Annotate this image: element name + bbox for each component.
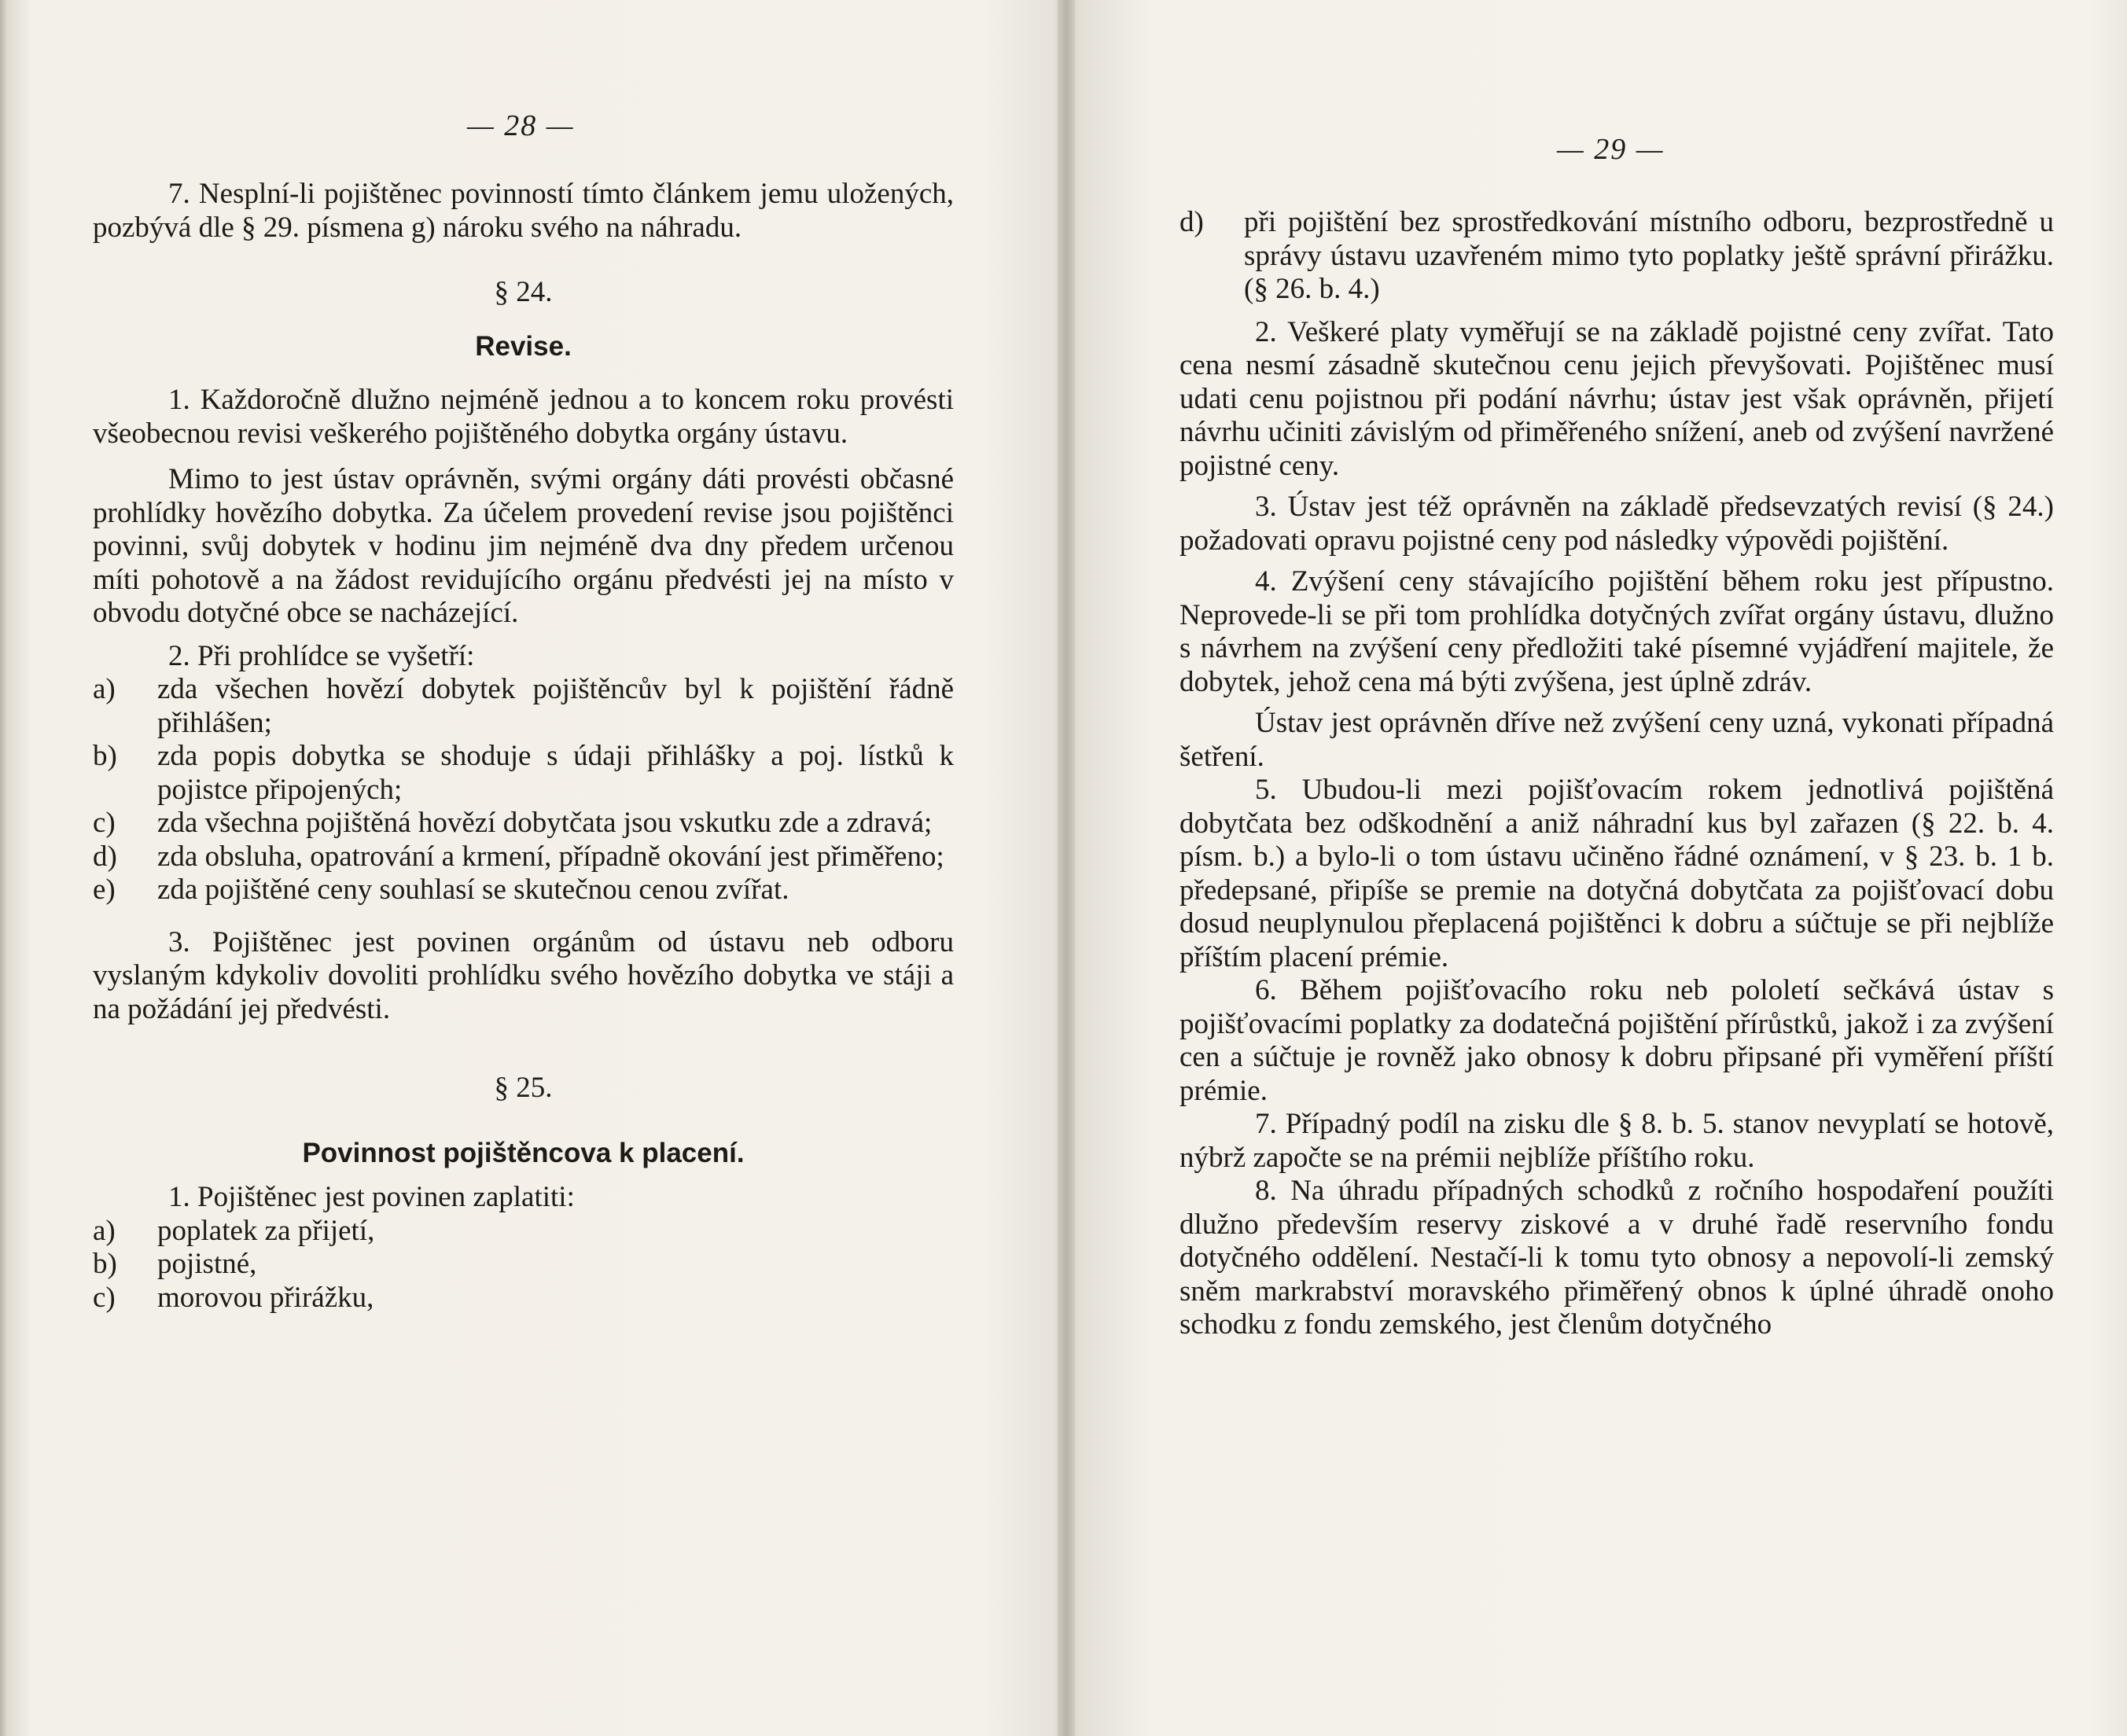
paragraph-5: 5. Ubudou-li mezi pojišťovacím rokem jednotlivá pojištěná dobytčata bez odškodnění a aniž náhradní kus byl zařazen (§ 22. b. 4. písm. b.) a bylo-li o tom ústavu učiněno řádné oznámení, v § 23. b. 1 b. předepsané, připíše se premie na dotyčná dobytčata za pojišťovací dobu dosud neuplynulou přeplacená pojištěnci k dobru a súčtuje se při nejblíže příštím placení prémie.	[1179, 774, 2054, 973]
list-item-b	[93, 1248, 954, 1282]
book-gutter	[1058, 0, 1075, 1736]
list-item-a	[93, 673, 954, 740]
paragraph-7: 7. Případný podíl na zisku dle § 8. b. 5. stanov nevyplatí se hotově, nýbrž započte se na prémii nejblíže příštího roku.	[1179, 1108, 2054, 1174]
list-item-b	[93, 740, 954, 807]
paragraph-4: 4. Zvýšení ceny stávajícího pojištění během roku jest přípustno. Neprovede-li se při tom prohlídka dotyčných zvířat orgány ústavu, dlužno s návrhem na zvýšení ceny předložiti také písemné vyjádření majitele, že dobytek, jehož cena má býti zvýšena, jest úplně zdráv.	[1179, 565, 2054, 698]
paragraph-6: 6. Během pojišťovacího roku neb pololetí sečkává ústav s pojišťovacími poplatky za dodatečná pojištění přírůstků, jakož i za zvýšení cen a súčtuje je rovněž jako obnosy k dobru připsané při vyměření příští prémie.	[1179, 974, 2054, 1107]
paragraph-7: 7. Nesplní-li pojištěnec povinností tímto článkem jemu uložených, pozbývá dle § 29. písmena g) nároku svého na náhradu.	[93, 178, 954, 244]
list-label: d)	[93, 840, 117, 873]
list-label: a)	[93, 1214, 116, 1247]
list-text: pojistné,	[157, 1248, 257, 1280]
list-text: při pojištění bez sprostředkování místního odboru, bezprostředně u správy ústavu uzavřeném mimo tyto poplatky ještě správní přirážku. (§ 26. b. 4.)	[1244, 206, 2054, 305]
page-edge	[0, 0, 8, 1736]
page-number: — 29 —	[1557, 133, 1665, 166]
list-item-c	[93, 1282, 954, 1315]
list-text: zda všechen hovězí dobytek pojištěncův byl k pojištění řádně přihlášen;	[157, 673, 954, 739]
list-label: c)	[93, 1281, 116, 1314]
section-number-24: § 24.	[494, 276, 553, 308]
list-label: d)	[1179, 206, 1204, 238]
right-page-text	[1179, 206, 2054, 1342]
list-label: a)	[93, 673, 116, 705]
list-text: zda popis dobytka se shoduje s údaji přihlášky a poj. lístků k pojistce připojených;	[157, 740, 954, 806]
paragraph-2: 2. Veškeré platy vyměřují se na základě pojistné ceny zvířat. Tato cena nesmí zásadně skutečnou cenu jejich převyšovati. Pojištěnec musí udati cenu pojistnou při podání návrhu; ústav jest však oprávněn, přijetí návrhu učiniti závislým od přiměřeného snížení, aneb od zvýšení navržené pojistné ceny.	[1179, 315, 2054, 482]
paragraph-1: 1. Každoročně dlužno nejméně jednou a to koncem roku provésti všeobecnou revisi veškerého pojištěného dobytka orgány ústavu.	[93, 384, 954, 450]
paragraph-3: 3. Pojištěnec jest povinen orgánům od ústavu neb odboru vyslaným kdykoliv dovoliti prohlídku svého hovězího dobytka ve stáji a na požádání jej předvésti.	[93, 925, 954, 1025]
list-text: zda obsluha, opatrování a krmení, případně okování jest přiměřeno;	[157, 840, 944, 873]
page-number: — 28 —	[467, 109, 575, 142]
paragraph-8: 8. Na úhradu případných schodků z ročního hospodaření použíti dlužno především reservy ziskové a v druhé řadě reservního fondu dotyčného oddělení. Nestačí-li k tomu tyto obnosy a nepovolí-li zemský sněm markrabství moravského přiměřený obnos k úplné úhradě onoho schodku z fondu zemského, jest členům dotyčného	[1179, 1175, 2054, 1341]
list-label: c)	[93, 807, 116, 839]
list-label: b)	[93, 1248, 117, 1280]
left-page-text	[93, 178, 954, 1315]
section-heading-revise: Revise.	[475, 330, 572, 362]
list-item-d	[93, 840, 954, 874]
paragraph-25-1: 1. Pojištěnec jest povinen zaplatiti:	[168, 1181, 575, 1213]
list-item-d	[1179, 206, 2054, 307]
section-number-25: § 25.	[494, 1072, 553, 1104]
list-text: zda pojištěné ceny souhlasí se skutečnou cenou zvířat.	[157, 874, 789, 906]
right-page	[1065, 0, 2127, 1736]
list-item-a	[93, 1215, 954, 1249]
list-item-e	[93, 874, 954, 907]
paragraph-3: 3. Ústav jest též oprávněn na základě předsevzatých revisí (§ 24.) požadovati opravu pojistné ceny pod následky výpovědi pojištění.	[1179, 491, 2054, 557]
list-label: b)	[93, 740, 117, 772]
list-text: poplatek za přijetí,	[157, 1214, 375, 1247]
paragraph-2-intro: 2. Při prohlídce se vyšetří:	[168, 639, 475, 672]
list-item-c	[93, 807, 954, 840]
paragraph-mimo: Mimo to jest ústav oprávněn, svými orgány dáti provésti občasné prohlídky hovězího dobytka. Za účelem provedení revise jsou pojištěnci povinni, svůj dobytek v hodinu jim nejméně dva dny předem určenou míti pohotově a na žádost revidujícího orgánu předvésti jej na místo v obvodu dotyčné obce se nacházející.	[93, 463, 954, 629]
list-text: morovou přirážku,	[157, 1281, 374, 1314]
list-text: zda všechna pojištěná hovězí dobytčata jsou vskutku zde a zdravá;	[157, 807, 933, 839]
section-heading-25: Povinnost pojištěncova k placení.	[302, 1137, 745, 1168]
paragraph-ustav: Ústav jest oprávněn dříve než zvýšení ceny uzná, vykonati případná šetření.	[1179, 707, 2054, 773]
list-label: e)	[93, 874, 116, 906]
